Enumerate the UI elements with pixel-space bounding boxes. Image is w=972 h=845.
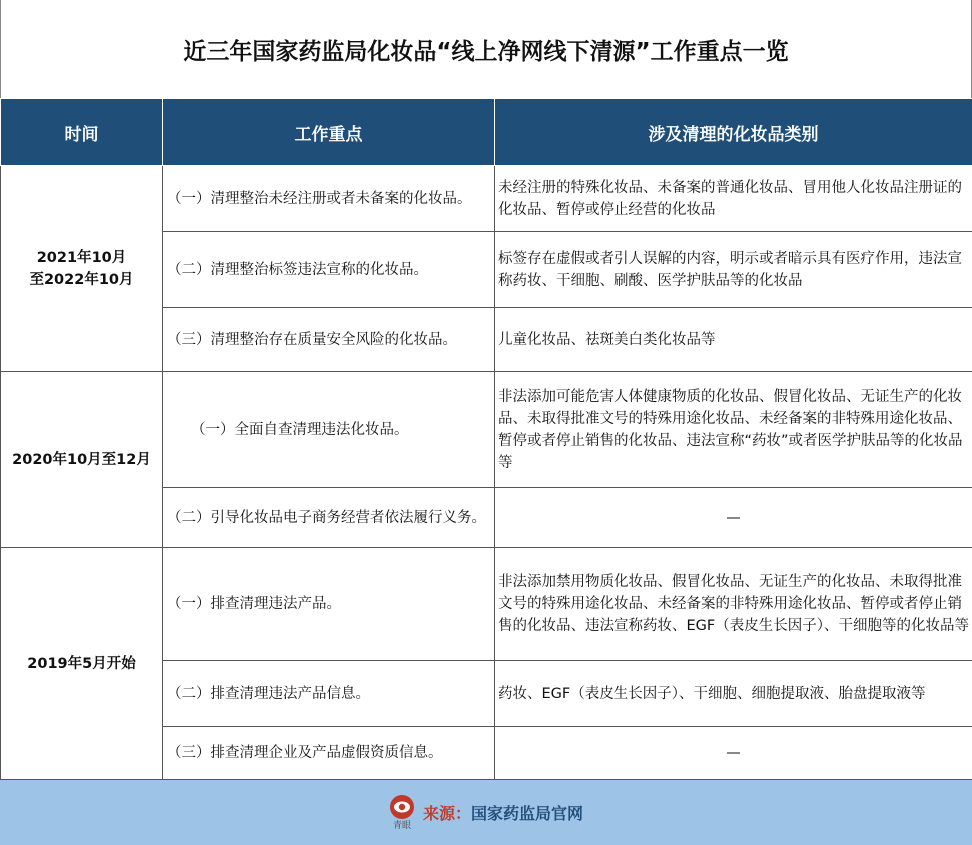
focus-cell: （一）排查清理违法产品。 [163, 548, 495, 661]
category-cell: 非法添加可能危害人体健康物质的化妆品、假冒化妆品、无证生产的化妆品、未取得批准文号的特殊用途化妆品、未经备案的非特殊用途化妆品、暂停或者停止销售的化妆品、违法宣称“药妆”或者医学护肤品等的化妆品等 [495, 372, 972, 488]
period-label: 2020年10月至12月 [12, 451, 151, 468]
period-cell [1, 166, 163, 372]
logo-text: 青眼 [392, 821, 411, 831]
category-cell: 非法添加禁用物质化妆品、假冒化妆品、无证生产的化妆品、未取得批准文号的特殊用途化妆品、未经备案的非特殊用途化妆品、暂停或者停止销售的化妆品、违法宣称药妆、EGF（表皮生长因子）、干细胞等的化妆品等 [495, 548, 972, 661]
table-row [1, 372, 972, 488]
source-footer [0, 779, 972, 845]
focus-cell: （二）清理整治标签违法宣称的化妆品。 [163, 232, 495, 308]
page-title: 近三年国家药监局化妆品“线上净网线下清源”工作重点一览 [0, 0, 972, 98]
category-cell: — [495, 488, 972, 548]
focus-cell: （一）全面自查清理违法化妆品。 [163, 372, 495, 488]
focus-cell: （一）清理整治未经注册或者未备案的化妆品。 [163, 166, 495, 232]
period-cell [1, 548, 163, 780]
source-label: 来源： [422, 804, 471, 823]
category-cell: 未经注册的特殊化妆品、未备案的普通化妆品、冒用他人化妆品注册证的化妆品、暂停或停止经营的化妆品 [495, 166, 972, 232]
category-cell: — [495, 727, 972, 780]
table-row [1, 166, 972, 232]
header-time: 时间 [1, 99, 163, 166]
category-cell: 标签存在虚假或者引人误解的内容，明示或者暗示具有医疗作用，违法宣称药妆、干细胞、刷酸、医学护肤品等的化妆品 [495, 232, 972, 308]
focus-cell: （二）引导化妆品电子商务经营者依法履行义务。 [163, 488, 495, 548]
qingyan-logo [389, 794, 415, 831]
table-row [1, 548, 972, 661]
period-label: 2021年10月 [36, 249, 127, 266]
source-value: 国家药监局官网 [471, 804, 584, 823]
period-label: 至2022年10月 [29, 271, 134, 288]
focus-cell: （二）排查清理违法产品信息。 [163, 661, 495, 727]
header-focus: 工作重点 [163, 99, 495, 166]
category-cell: 儿童化妆品、祛斑美白类化妆品等 [495, 308, 972, 372]
period-label: 2019年5月开始 [27, 655, 136, 672]
category-cell: 药妆、EGF（表皮生长因子）、干细胞、细胞提取液、胎盘提取液等 [495, 661, 972, 727]
eye-logo-icon [389, 794, 415, 820]
focus-cell: （三）清理整治存在质量安全风险的化妆品。 [163, 308, 495, 372]
table-header-row [1, 99, 972, 166]
period-cell [1, 372, 163, 548]
header-category: 涉及清理的化妆品类别 [495, 99, 972, 166]
work-focus-table [0, 98, 972, 780]
focus-cell: （三）排查清理企业及产品虚假资质信息。 [163, 727, 495, 780]
